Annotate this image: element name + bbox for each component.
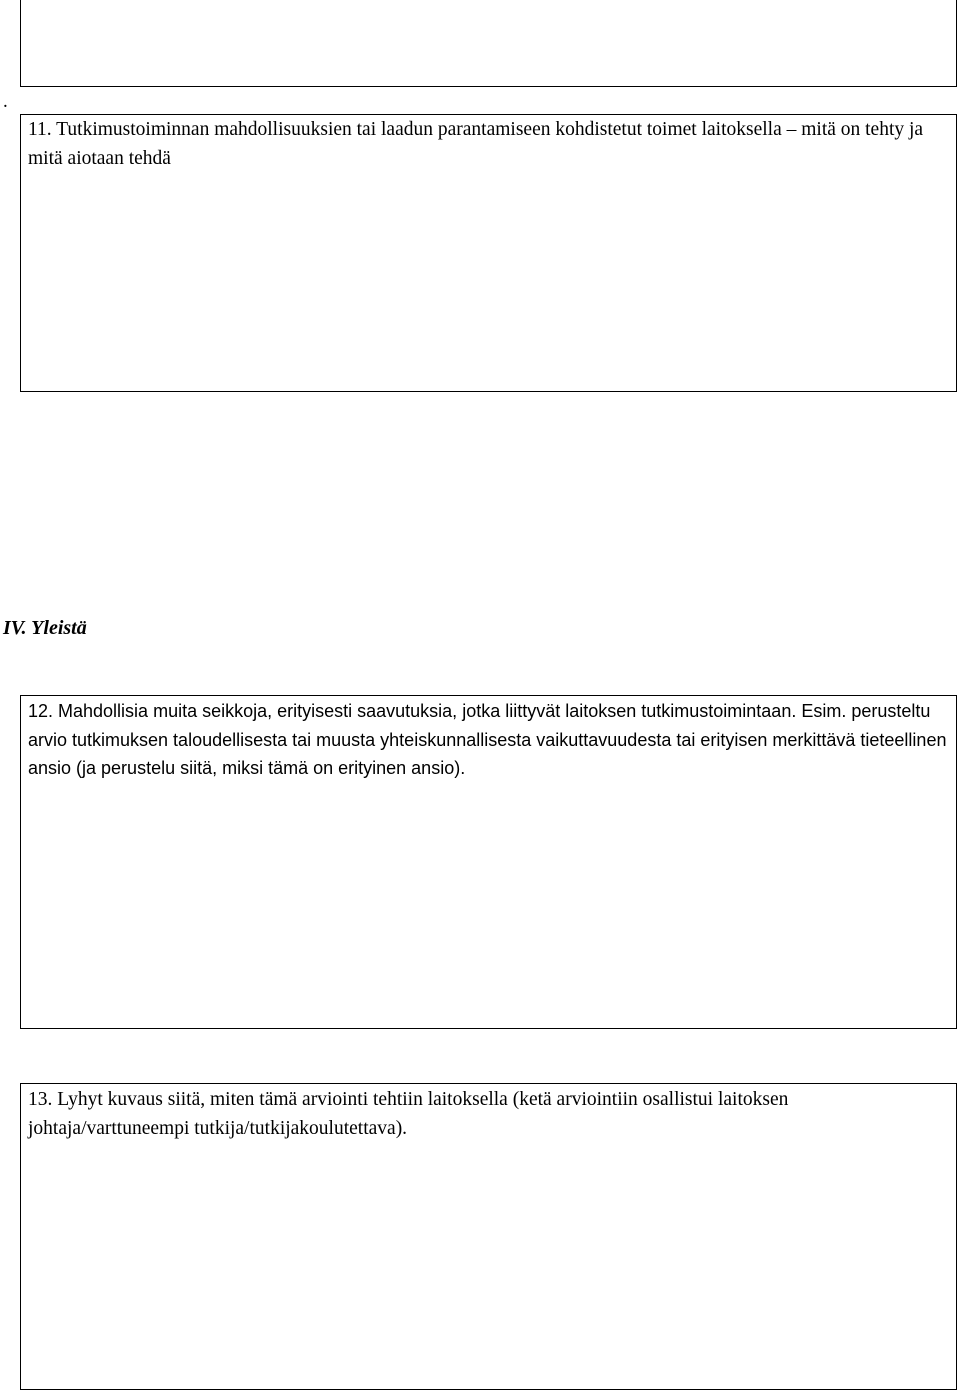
- section-heading: IV. Yleistä: [3, 617, 87, 639]
- question-12-text: 12. Mahdollisia muita seikkoja, erityisesti saavutuksia, jotka liittyvät laitoksen tutkimustoimintaan. Esim. perusteltu arvio tutkimuksen taloudellisesta tai muusta yhteiskunnallisesta vaikuttavuudesta tai erityisen merkittävä tieteellinen ansio (ja perustelu siitä, miksi tämä on erityinen ansio).: [28, 701, 947, 779]
- answer-box-question-12[interactable]: [20, 695, 957, 1029]
- question-11-text: 11. Tutkimustoiminnan mahdollisuuksien tai laadun parantamiseen kohdistetut toimet laitoksella – mitä on tehty ja mitä aiotaan tehdä: [28, 119, 924, 169]
- answer-box-previous[interactable]: [20, 0, 957, 87]
- question-13-text: 13. Lyhyt kuvaus siitä, miten tämä arviointi tehtiin laitoksella (ketä arviointiin osallistui laitoksen johtaja/varttuneempi tutkija/tutkijakoulutettava).: [28, 1089, 789, 1139]
- page-marker: .: [3, 91, 8, 112]
- answer-box-question-11[interactable]: [20, 114, 957, 392]
- answer-box-question-13[interactable]: [20, 1083, 957, 1390]
